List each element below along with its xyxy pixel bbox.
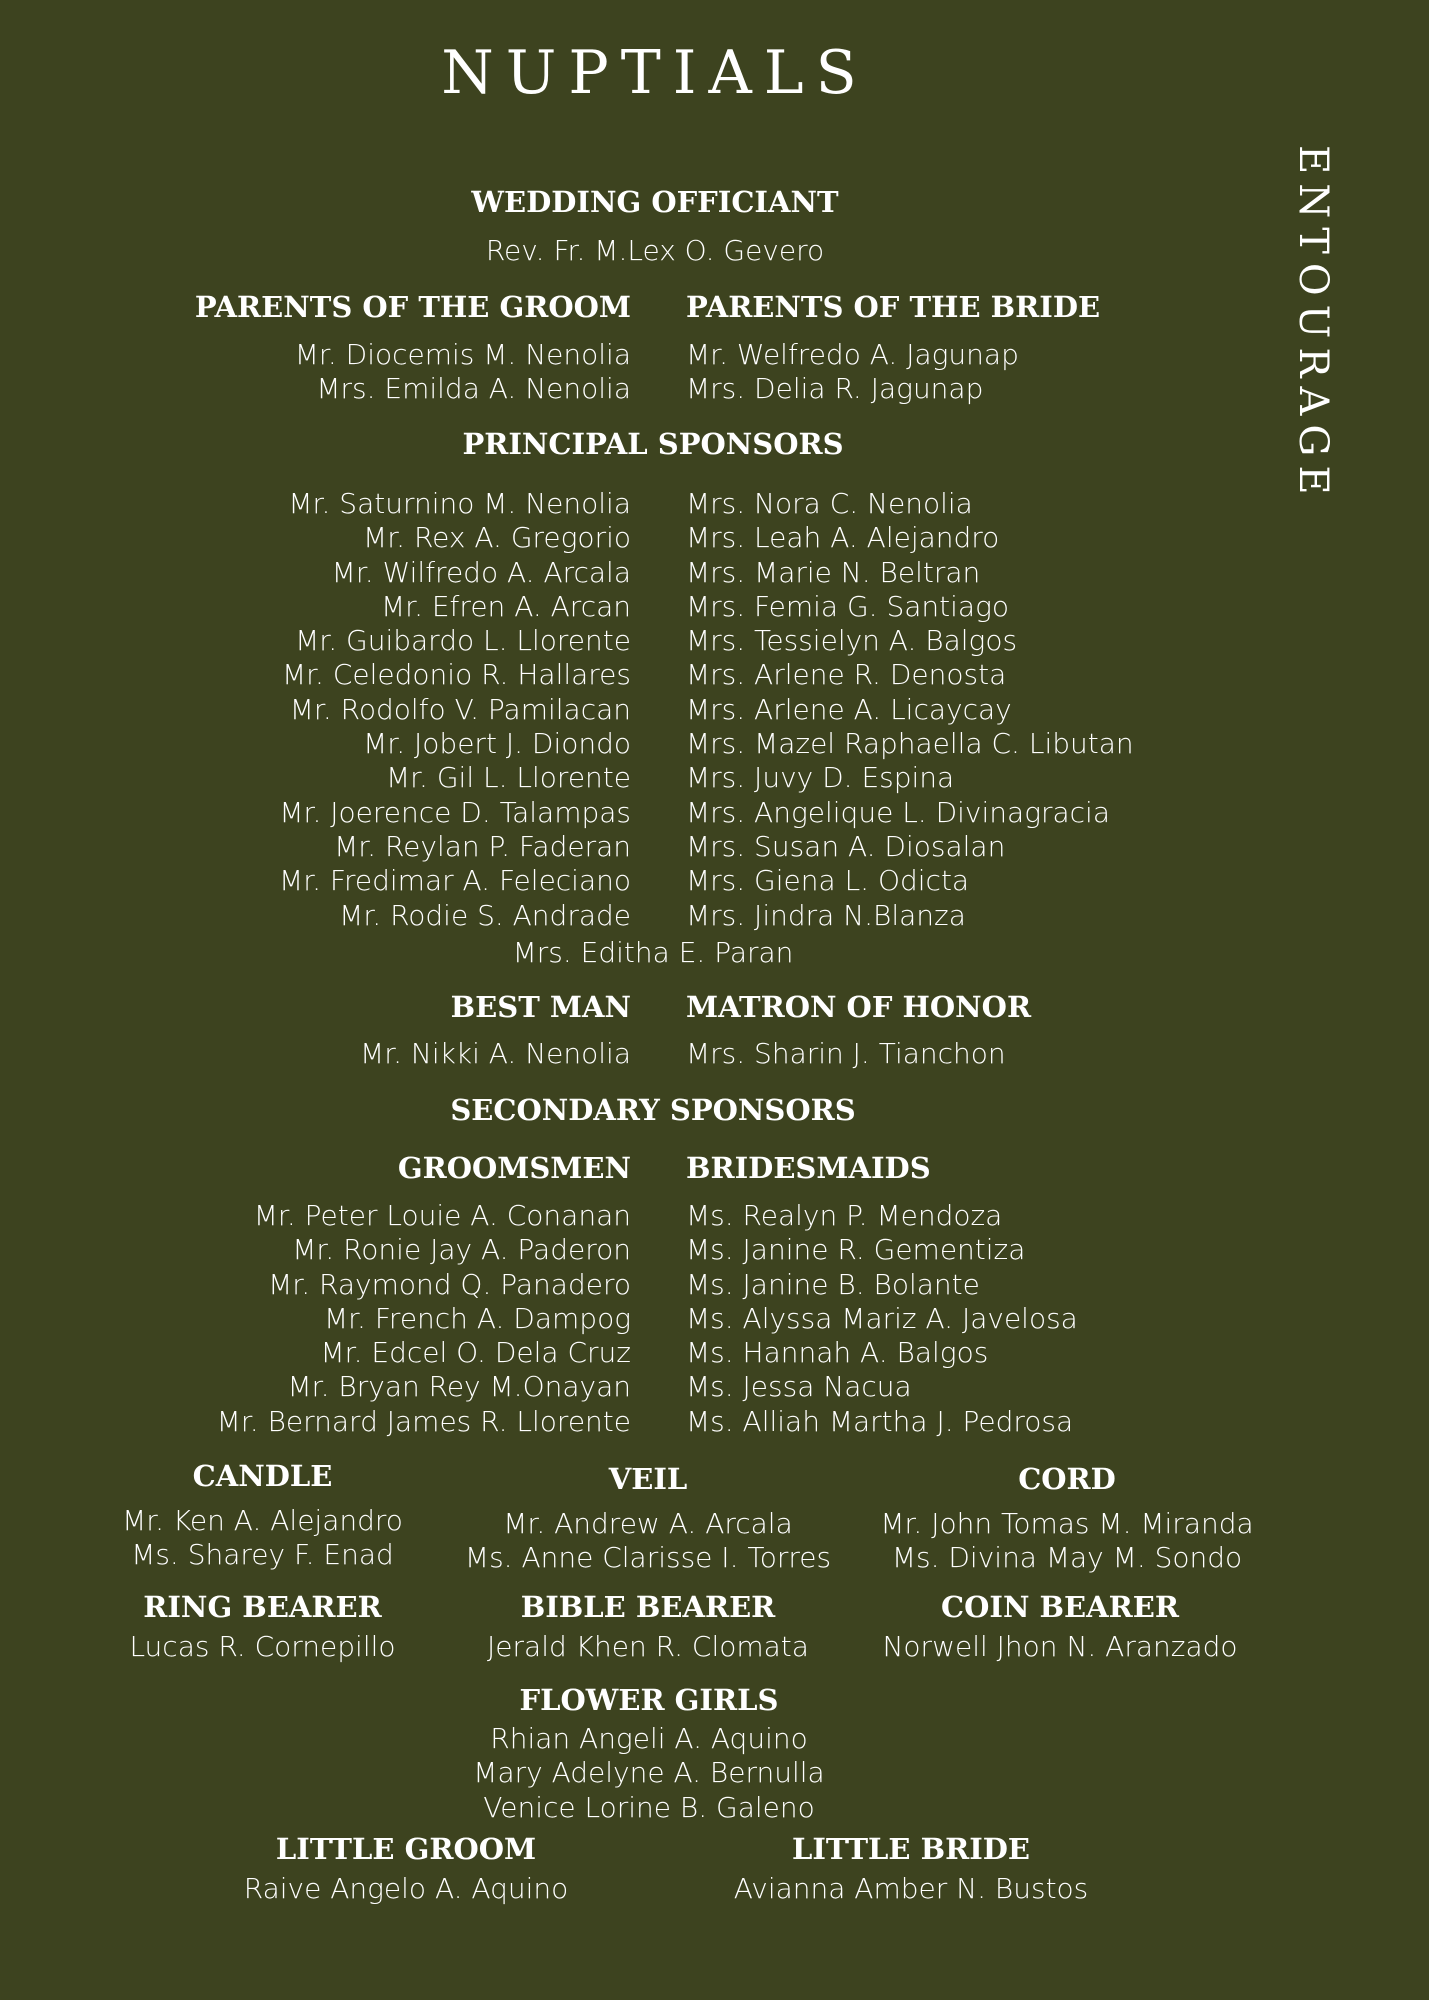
officiant-heading: WEDDING OFFICIANT xyxy=(471,185,839,219)
list-item: Mr. Jobert J. Diondo xyxy=(363,727,631,761)
flower-girls-heading: FLOWER GIRLS xyxy=(519,1683,779,1717)
bridesmaids-heading: BRIDESMAIDS xyxy=(686,1151,931,1185)
list-item: Mr. Edcel O. Dela Cruz xyxy=(320,1336,631,1370)
parents-groom-list xyxy=(100,338,631,407)
list-item: Mrs. Femia G. Santiago xyxy=(686,589,1009,623)
parents-bride-heading: PARENTS OF THE BRIDE xyxy=(686,290,1101,324)
principal-sponsors-right-list xyxy=(686,487,1246,933)
list-item: Mr. French A. Dampog xyxy=(323,1301,631,1335)
list-item: Mrs. Angelique L. Divinagracia xyxy=(686,795,1110,829)
list-item: Mrs. Juvy D. Espina xyxy=(686,761,955,795)
little-bride-name: Avianna Amber N. Bustos xyxy=(733,1872,1089,1905)
list-item: Mr. Fredimar A. Feleciano xyxy=(279,864,631,898)
list-item: Venice Lorine B. Galeno xyxy=(483,1790,815,1824)
little-bride-heading: LITTLE BRIDE xyxy=(791,1832,1031,1866)
veil-heading: VEIL xyxy=(608,1462,688,1496)
list-item: Ms. Sharey F. Enad xyxy=(131,1538,394,1572)
list-item: Mr. Wilfredo A. Arcala xyxy=(331,555,631,589)
list-item: Ms. Realyn P. Mendoza xyxy=(686,1199,1003,1232)
groomsmen-heading: GROOMSMEN xyxy=(397,1151,631,1185)
best-man-heading: BEST MAN xyxy=(450,990,631,1024)
cord-heading: CORD xyxy=(1018,1462,1116,1496)
little-groom-name: Raive Angelo A. Aquino xyxy=(243,1872,569,1905)
principal-sponsors-last: Mrs. Editha E. Paran xyxy=(512,936,794,969)
list-item: Mrs. Susan A. Diosalan xyxy=(686,829,1006,863)
list-item: Mr. Bryan Rey M.Onayan xyxy=(287,1370,631,1404)
list-item: Ms. Janine R. Gementiza xyxy=(686,1233,1026,1267)
secondary-sponsors-heading: SECONDARY SPONSORS xyxy=(450,1093,856,1127)
list-item: Ms. Alliah Martha J. Pedrosa xyxy=(686,1404,1074,1438)
list-item: Mr. Celedonio R. Hallares xyxy=(281,658,631,692)
list-item: Mrs. Mazel Raphaella C. Libutan xyxy=(686,727,1134,761)
list-item: Mrs. Arlene R. Denosta xyxy=(686,658,1007,692)
list-item: Rhian Angeli A. Aquino xyxy=(490,1722,808,1755)
list-item: Mr. Ken A. Alejandro xyxy=(122,1504,403,1537)
list-item: Mrs. Emilda A. Nenolia xyxy=(316,372,631,406)
list-item: Mr. Diocemis M. Nenolia xyxy=(294,338,631,371)
bible-bearer-heading: BIBLE BEARER xyxy=(520,1590,776,1624)
list-item: Mrs. Jindra N.Blanza xyxy=(686,898,966,932)
list-item: Ms. Divina May M. Sondo xyxy=(891,1541,1243,1575)
list-item: Ms. Anne Clarisse I. Torres xyxy=(464,1541,832,1575)
page-title: NUPTIALS xyxy=(441,38,869,108)
ring-bearer-heading: RING BEARER xyxy=(143,1590,382,1624)
flower-girls-list xyxy=(0,1722,1298,1825)
list-item: Mr. Welfredo A. Jagunap xyxy=(686,338,1019,371)
list-item: Mrs. Leah A. Alejandro xyxy=(686,521,1000,555)
candle-heading: CANDLE xyxy=(192,1459,333,1493)
list-item: Ms. Alyssa Mariz A. Javelosa xyxy=(686,1301,1078,1335)
candle-list xyxy=(90,1504,435,1573)
ring-bearer-name: Lucas R. Cornepillo xyxy=(129,1630,396,1663)
list-item: Mrs. Giena L. Odicta xyxy=(686,864,970,898)
list-item: Mr. Efren A. Arcan xyxy=(380,589,631,623)
list-item: Ms. Janine B. Bolante xyxy=(686,1267,980,1301)
principal-sponsors-left-list xyxy=(100,487,631,933)
parents-bride-list xyxy=(686,338,1206,407)
list-item: Mr. Saturnino M. Nenolia xyxy=(288,487,631,520)
bridesmaids-list xyxy=(686,1199,1246,1439)
officiant-name: Rev. Fr. M.Lex O. Gevero xyxy=(485,234,825,267)
list-item: Mr. Rodolfo V. Pamilacan xyxy=(289,692,631,726)
veil-list xyxy=(460,1507,836,1576)
list-item: Mr. Peter Louie A. Conanan xyxy=(253,1199,631,1232)
list-item: Mr. Rodie S. Andrade xyxy=(339,898,631,932)
list-item: Mr. Bernard James R. Llorente xyxy=(216,1404,631,1438)
list-item: Mr. John Tomas M. Miranda xyxy=(880,1507,1254,1540)
list-item: Mr. Guibardo L. Llorente xyxy=(295,624,631,658)
list-item: Mr. Rex A. Gregorio xyxy=(363,521,631,555)
list-item: Mr. Gil L. Llorente xyxy=(385,761,631,795)
groomsmen-list xyxy=(100,1199,631,1439)
list-item: Ms. Hannah A. Balgos xyxy=(686,1336,989,1370)
bible-bearer-name: Jerald Khen R. Clomata xyxy=(487,1630,809,1663)
list-item: Mrs. Arlene A. Licaycay xyxy=(686,692,1012,726)
matron-name: Mrs. Sharin J. Tianchon xyxy=(686,1037,1006,1070)
list-item: Mrs. Delia R. Jagunap xyxy=(686,372,984,406)
list-item: Mrs. Nora C. Nenolia xyxy=(686,487,973,520)
side-title: ENTOURAGE xyxy=(1290,145,1336,504)
parents-groom-heading: PARENTS OF THE GROOM xyxy=(194,290,631,324)
little-groom-heading: LITTLE GROOM xyxy=(275,1832,537,1866)
list-item: Mary Adelyne A. Bernulla xyxy=(473,1756,825,1790)
list-item: Mr. Andrew A. Arcala xyxy=(503,1507,793,1540)
coin-bearer-name: Norwell Jhon N. Aranzado xyxy=(882,1630,1238,1663)
list-item: Mr. Joerence D. Talampas xyxy=(279,795,631,829)
list-item: Mrs. Marie N. Beltran xyxy=(686,555,981,589)
list-item: Ms. Jessa Nacua xyxy=(686,1370,912,1404)
list-item: Mr. Reylan P. Faderan xyxy=(334,829,631,863)
coin-bearer-heading: COIN BEARER xyxy=(941,1590,1179,1624)
list-item: Mrs. Tessielyn A. Balgos xyxy=(686,624,1018,658)
list-item: Mr. Raymond Q. Panadero xyxy=(268,1267,631,1301)
principal-sponsors-heading: PRINCIPAL SPONSORS xyxy=(462,427,844,461)
matron-heading: MATRON OF HONOR xyxy=(686,990,1032,1024)
list-item: Mr. Ronie Jay A. Paderon xyxy=(292,1233,631,1267)
cord-list xyxy=(860,1507,1274,1576)
best-man-name: Mr. Nikki A. Nenolia xyxy=(360,1037,631,1070)
